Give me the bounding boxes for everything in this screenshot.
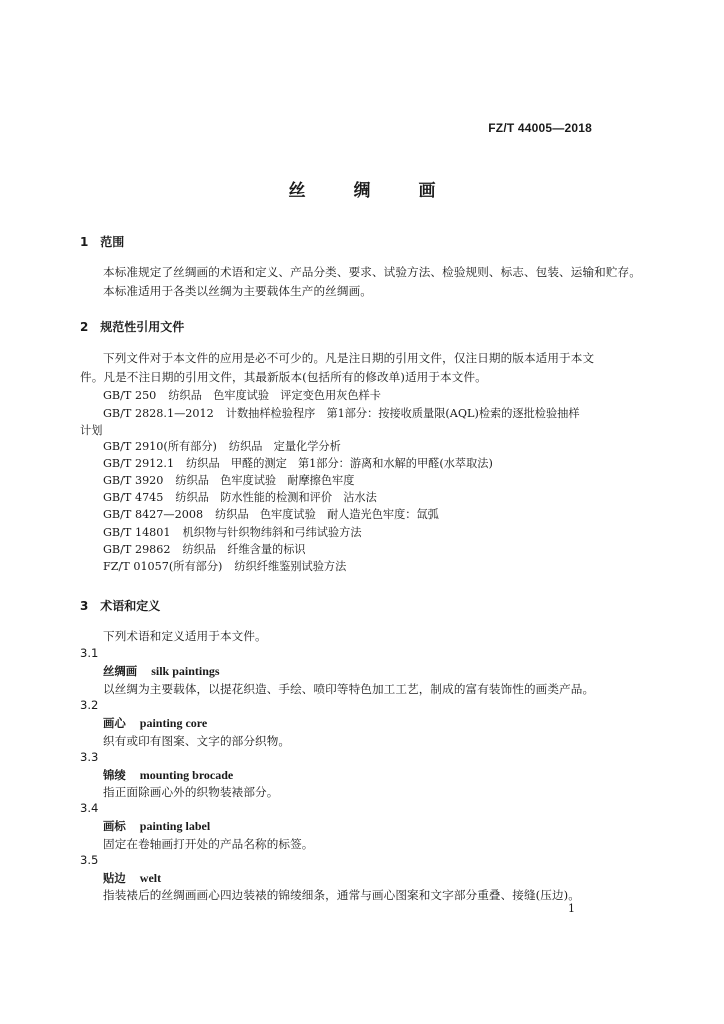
page-number: 1 (568, 902, 575, 915)
section-heading-normative-references (80, 318, 184, 335)
title-char-3: 画 (418, 181, 436, 201)
reference-title: 纺织品 定量化学分析 (228, 440, 341, 453)
title-char-2: 绸 (353, 181, 371, 201)
reference-item (103, 405, 580, 421)
term-heading (103, 715, 207, 731)
term-en: painting core (139, 716, 208, 730)
reference-code: GB/T 29862 (103, 543, 171, 556)
term-number: 3.1 (80, 646, 99, 660)
reference-item (103, 472, 354, 488)
term-zh: 锦绫 (103, 768, 126, 782)
term-number: 3.4 (80, 801, 99, 815)
term-zh: 丝绸画 (103, 664, 138, 678)
section-heading-scope (80, 233, 124, 250)
title-char-1: 丝 (288, 181, 306, 201)
term-heading (103, 663, 220, 679)
document-title (0, 176, 724, 201)
section-title: 规范性引用文件 (100, 320, 185, 334)
reference-title: 纺织品 防水性能的检测和评价 沾水法 (175, 491, 377, 504)
term-definition: 织有或印有图案、文字的部分织物。 (103, 734, 291, 748)
section-number: 2 (80, 320, 89, 334)
normative-intro-line-2: 件。凡是不注日期的引用文件，其最新版本(包括所有的修改单)适用于本文件。 (80, 370, 487, 384)
term-en: mounting brocade (139, 768, 234, 782)
section-heading-terms-and-definitions (80, 597, 160, 614)
reference-item (103, 455, 493, 471)
term-heading (103, 767, 233, 783)
term-en: silk paintings (151, 664, 220, 678)
reference-title: 纺织品 色牢度试验 耐摩擦色牢度 (175, 474, 355, 487)
reference-item (103, 387, 381, 403)
reference-title: 机织物与针织物纬斜和弓纬试验方法 (182, 526, 362, 539)
reference-title: 计数抽样检验程序 第1部分：按接收质量限(AQL)检索的逐批检验抽样 (225, 407, 580, 420)
term-zh: 画标 (103, 819, 126, 833)
term-heading (103, 870, 161, 886)
term-en: painting label (139, 819, 211, 833)
term-en: welt (139, 871, 162, 885)
section-number: 3 (80, 599, 89, 613)
scope-paragraph-2: 本标准适用于各类以丝绸为主要载体生产的丝绸画。 (103, 284, 372, 298)
reference-title: 纺织品 色牢度试验 耐人造光色牢度：氙弧 (215, 508, 439, 521)
scope-paragraph-1: 本标准规定了丝绸画的术语和定义、产品分类、要求、试验方法、检验规则、标志、包装、运输和贮存。 (103, 265, 641, 279)
term-definition: 指正面除画心外的织物装裱部分。 (103, 785, 279, 799)
terms-intro: 下列术语和定义适用于本文件。 (103, 629, 267, 643)
term-definition: 以丝绸为主要载体，以提花织造、手绘、喷印等特色加工工艺，制成的富有装饰性的画类产品。 (103, 682, 595, 696)
term-heading (103, 818, 210, 834)
reference-code: GB/T 4745 (103, 491, 164, 504)
reference-code: GB/T 14801 (103, 526, 171, 539)
section-number: 1 (80, 235, 89, 249)
normative-intro-line-1: 下列文件对于本文件的应用是必不可少的。凡是注日期的引用文件，仅注日期的版本适用于本文 (103, 351, 595, 365)
standard-number: FZ/T 44005—2018 (488, 121, 592, 135)
reference-code: GB/T 8427—2008 (103, 508, 204, 521)
reference-title: 纺织品 甲醛的测定 第1部分：游离和水解的甲醛(水萃取法) (186, 457, 493, 470)
reference-item (103, 506, 439, 522)
term-number: 3.5 (80, 853, 99, 867)
section-title: 范围 (100, 235, 125, 249)
reference-title: 纺织品 色牢度试验 评定变色用灰色样卡 (168, 389, 381, 402)
term-zh: 贴边 (103, 871, 126, 885)
reference-code: GB/T 2912.1 (103, 457, 175, 470)
reference-item-continuation: 计划 (80, 424, 103, 437)
term-definition: 固定在卷轴画打开处的产品名称的标签。 (103, 837, 314, 851)
term-number: 3.3 (80, 750, 99, 764)
section-title: 术语和定义 (100, 599, 161, 613)
term-zh: 画心 (103, 716, 126, 730)
reference-code: FZ/T 01057(所有部分) (103, 560, 223, 573)
reference-item (103, 541, 306, 557)
reference-item (103, 558, 346, 574)
reference-item (103, 524, 362, 540)
reference-code: GB/T 3920 (103, 474, 164, 487)
reference-code: GB/T 250 (103, 389, 157, 402)
term-definition: 指装裱后的丝绸画画心四边装裱的锦绫细条，通常与画心图案和文字部分重叠、接缝(压边)。 (103, 888, 580, 902)
reference-code: GB/T 2910(所有部分) (103, 440, 217, 453)
reference-title: 纺织品 纤维含量的标识 (182, 543, 306, 556)
term-number: 3.2 (80, 698, 99, 712)
reference-item (103, 438, 341, 454)
reference-title: 纺织纤维鉴别试验方法 (234, 560, 347, 573)
reference-code: GB/T 2828.1—2012 (103, 407, 214, 420)
reference-item (103, 489, 377, 505)
